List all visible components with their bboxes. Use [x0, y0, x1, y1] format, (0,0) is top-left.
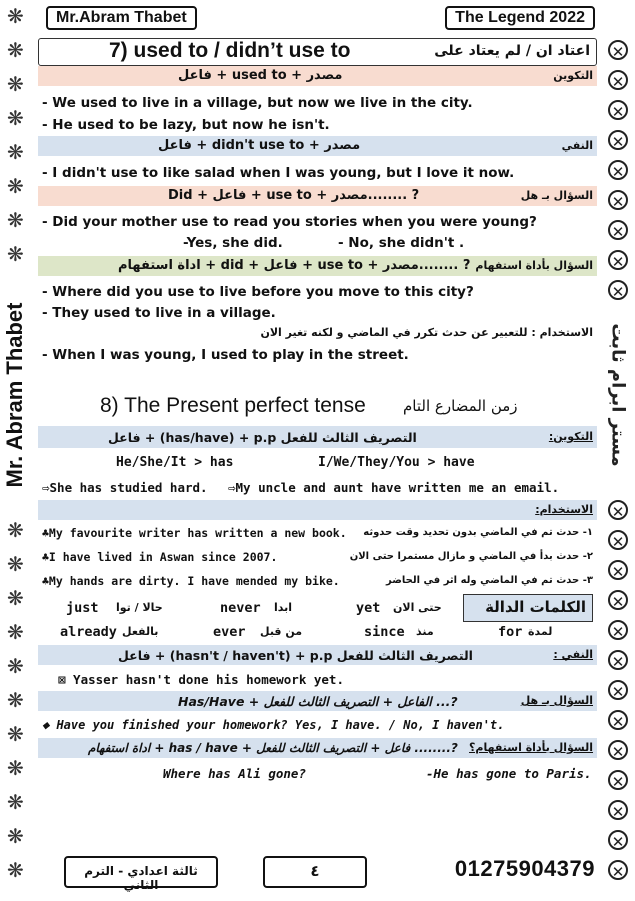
- pp-question-example: ❖ Have you finished your homework? Yes, I have. / No, I haven't.: [42, 718, 505, 732]
- star-icon: ❋: [7, 756, 24, 780]
- footer-page-box: [263, 856, 367, 888]
- section8-title: 8) The Present perfect tense: [100, 394, 366, 417]
- star-icon: ❋: [7, 654, 24, 678]
- star-icon: ❋: [7, 4, 24, 28]
- x-circle-icon: ✕: [608, 280, 628, 300]
- pp-subjects-has: He/She/It > has: [116, 455, 234, 470]
- star-icon: ❋: [7, 620, 24, 644]
- pp-form-formula: فاعل + (has/have) + p.p التصريف الثالث للفعل: [108, 430, 417, 445]
- pp-wh-formula: اداة استفهام + has / have + فاعل + التصريف الثالث للفعل ........?: [88, 741, 458, 755]
- star-icon: ❋: [7, 174, 24, 198]
- keyword-en: already: [60, 624, 117, 640]
- star-icon: ❋: [7, 552, 24, 576]
- pp-example-1: ⇨She has studied hard.: [42, 480, 208, 495]
- star-icon: ❋: [7, 824, 24, 848]
- usage-note: الاستخدام : للتعبير عن حدث تكرر في الماضي و لكنه تغير الان: [260, 326, 593, 339]
- x-circle-icon: ✕: [608, 530, 628, 550]
- x-circle-icon: ✕: [608, 190, 628, 210]
- pp-wh-label: السؤال بأداة استفهام؟: [469, 741, 593, 754]
- x-circle-icon: ✕: [608, 710, 628, 730]
- example-5: - Where did you use to live before you move to this city?: [42, 284, 474, 300]
- keyword-ar: حالا / توا: [116, 601, 163, 614]
- teacher-name-tag: Mr.Abram Thabet: [46, 6, 197, 30]
- star-icon: ❋: [7, 688, 24, 712]
- star-icon: ❋: [7, 140, 24, 164]
- negative-formula: فاعل + didn't use to + مصدر: [158, 138, 361, 153]
- answer-yes: -Yes, she did.: [183, 235, 283, 251]
- x-circle-icon: ✕: [608, 250, 628, 270]
- pp-negative-formula: فاعل + (hasn't / haven't) + p.p التصريف الثالث للفعل: [118, 648, 473, 663]
- keywords-label: الكلمات الدالة: [485, 598, 586, 616]
- keyword-en: since: [364, 624, 405, 640]
- keyword-en: never: [220, 600, 261, 616]
- x-circle-icon: ✕: [608, 500, 628, 520]
- footer-grade-box: [64, 856, 218, 892]
- form-formula: فاعل + used to + مصدر: [178, 68, 343, 83]
- x-circle-icon: ✕: [608, 130, 628, 150]
- section8-title-ar: زمن المضارع التام: [403, 397, 518, 415]
- keyword-ar: حتى الان: [393, 601, 442, 614]
- pp-use-2: ♣I have lived in Aswan since 2007.: [42, 550, 278, 564]
- x-circle-icon: ✕: [608, 650, 628, 670]
- section7-title: 7) used to / didn’t use to: [109, 39, 351, 62]
- keyword-en: ever: [213, 624, 246, 640]
- example-3: - I didn't use to like salad when I was young, but I love it now.: [42, 165, 515, 181]
- pp-question-label: السؤال بـ هل: [520, 694, 593, 707]
- keyword-en: just: [66, 600, 99, 616]
- x-circle-icon: ✕: [608, 680, 628, 700]
- keyword-en: for: [498, 624, 523, 640]
- keyword-ar: ابدا: [274, 601, 293, 614]
- question-formula: Did + فاعل + use to + مصدر........ ?: [168, 188, 420, 203]
- pp-subjects-have: I/We/They/You > have: [318, 455, 475, 470]
- negative-label: النفي: [561, 139, 593, 152]
- star-icon: ❋: [7, 586, 24, 610]
- section7-title-ar: اعتاد ان / لم يعتاد على: [434, 43, 590, 59]
- pp-use-1-ar: ١- حدث تم في الماضي بدون تحديد وقت حدوثه: [363, 527, 593, 538]
- star-icon: ❋: [7, 38, 24, 62]
- star-icon: ❋: [7, 790, 24, 814]
- x-circle-icon: ✕: [608, 800, 628, 820]
- x-circle-icon: ✕: [608, 620, 628, 640]
- keyword-ar: بالفعل: [122, 625, 159, 638]
- wh-question-formula: اداة استفهام + did + فاعل + use to + مصدر........ ?: [118, 258, 471, 273]
- phone-number: 01275904379: [454, 856, 595, 881]
- pp-use-3-ar: ٣- حدث تم في الماضي وله اثر في الحاضر: [386, 575, 593, 586]
- x-circle-icon: ✕: [608, 560, 628, 580]
- example-4: - Did your mother use to read you stories when you were young?: [42, 214, 537, 230]
- star-icon: ❋: [7, 722, 24, 746]
- pp-form-label: التكوين:: [548, 430, 593, 443]
- pp-wh-question: Where has Ali gone?: [163, 766, 306, 781]
- x-circle-icon: ✕: [608, 740, 628, 760]
- pp-negative-example: ⊠ Yasser hasn't done his homework yet.: [58, 672, 344, 687]
- form-label: التكوين: [553, 69, 593, 82]
- x-circle-icon: ✕: [608, 160, 628, 180]
- section7-title-box: [38, 38, 597, 66]
- star-icon: ❋: [7, 72, 24, 96]
- pp-use-1: ♣My favourite writer has written a new book.: [42, 526, 347, 540]
- x-circle-icon: ✕: [608, 770, 628, 790]
- x-circle-icon: ✕: [608, 590, 628, 610]
- page-content: [38, 0, 597, 901]
- example-1: - We used to live in a village, but now we live in the city.: [42, 95, 473, 111]
- x-circle-icon: ✕: [608, 100, 628, 120]
- pp-use-highlight: [38, 500, 597, 520]
- keyword-ar: منذ: [416, 625, 434, 638]
- wh-question-label: السؤال بأداة استفهام: [475, 259, 593, 272]
- pp-use-label: الاستخدام:: [535, 503, 593, 516]
- example-7: - When I was young, I used to play in the street.: [42, 347, 409, 363]
- pp-use-2-ar: ٢- حدث بدأ في الماضي و مازال مستمرا حتى الان: [349, 551, 593, 562]
- answer-no: - No, she didn't .: [338, 235, 465, 251]
- edition-tag: The Legend 2022: [445, 6, 595, 30]
- keyword-ar: لمدة: [528, 625, 553, 638]
- x-circle-icon: ✕: [608, 220, 628, 240]
- x-circle-icon: ✕: [608, 70, 628, 90]
- pp-use-3: ♣My hands are dirty. I have mended my bike.: [42, 574, 340, 588]
- x-circle-icon: ✕: [608, 860, 628, 880]
- star-icon: ❋: [7, 242, 24, 266]
- vertical-teacher-name: Mr. Abram Thabet: [2, 302, 27, 488]
- pp-example-2: ⇨My uncle and aunt have written me an email.: [228, 480, 560, 495]
- keywords-label-box: [463, 594, 593, 622]
- star-icon: ❋: [7, 208, 24, 232]
- page-number: ٤: [310, 862, 320, 880]
- keyword-ar: من قبل: [260, 625, 303, 638]
- footer-grade: ثالثة اعدادي - الترم الثاني: [84, 864, 198, 892]
- example-2: - He used to be lazy, but now he isn't.: [42, 117, 330, 133]
- pp-question-formula: Has/Have + الفاعل + التصريف الثالث للفعل ...?: [178, 694, 458, 709]
- star-icon: ❋: [7, 858, 24, 882]
- star-icon: ❋: [7, 106, 24, 130]
- star-icon: ❋: [7, 518, 24, 542]
- x-circle-icon: ✕: [608, 40, 628, 60]
- keyword-en: yet: [356, 600, 381, 616]
- x-circle-icon: ✕: [608, 830, 628, 850]
- pp-negative-label: النفي :: [553, 648, 593, 661]
- question-label: السؤال بـ هل: [520, 189, 593, 202]
- pp-wh-answer: -He has gone to Paris.: [426, 766, 592, 781]
- vertical-teacher-name-ar: مستر ابرام ثابت: [607, 323, 629, 467]
- example-6: - They used to live in a village.: [42, 305, 276, 321]
